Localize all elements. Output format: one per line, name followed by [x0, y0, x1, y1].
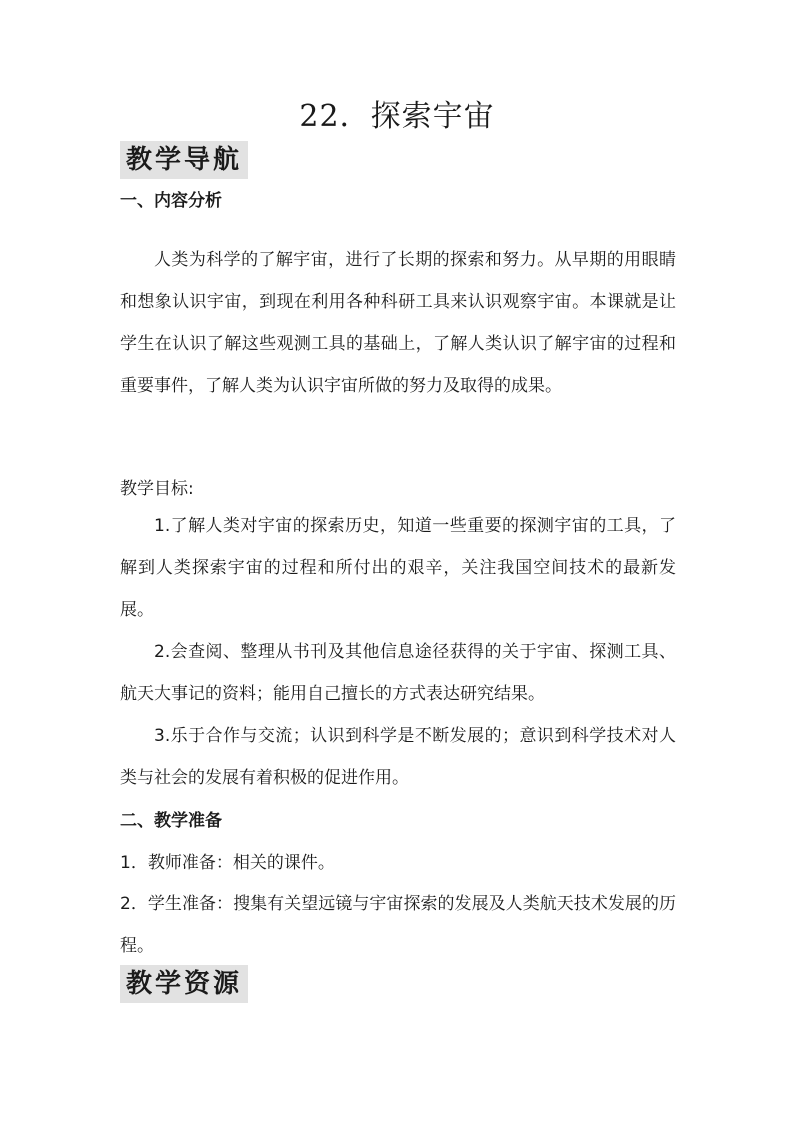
heading-content-analysis: 一、内容分析 — [120, 191, 222, 211]
content-analysis-paragraph: 人类为科学的了解宇宙，进行了长期的探索和努力。从早期的用眼睛和想象认识宇宙，到现在利用各种科研工具来认识观察宇宙。本课就是让学生在认识了解这些观测工具的基础上，了解人类认识了解宇宙的过程和重要事件，了解人类为认识宇宙所做的努力及取得的成果。 — [120, 250, 676, 396]
objectives-label: 教学目标: — [120, 479, 194, 499]
section-banner-teaching-resources: 教学资源 — [120, 965, 248, 1003]
objective-item-3: 3.乐于合作与交流；认识到科学是不断发展的；意识到科学技术对人类与社会的发展有着积极的促进作用。 — [120, 726, 676, 788]
objective-item-2: 2.会查阅、整理从书刊及其他信息途径获得的关于宇宙、探测工具、航天大事记的资料；能用自己擅长的方式表达研究结果。 — [120, 642, 676, 704]
objective-item-1: 1.了解人类对宇宙的探索历史，知道一些重要的探测宇宙的工具，了解到人类探索宇宙的过程和所付出的艰辛，关注我国空间技术的最新发展。 — [120, 516, 676, 620]
preparation-item-2: 2．学生准备：搜集有关望远镜与宇宙探索的发展及人类航天技术发展的历程。 — [120, 894, 676, 956]
page-title: 22．探索宇宙 — [299, 99, 495, 134]
heading-teaching-preparation: 二、教学准备 — [120, 811, 222, 831]
preparation-item-1: 1．教师准备：相关的课件。 — [120, 853, 335, 873]
section-banner-teaching-guide: 教学导航 — [120, 141, 248, 179]
